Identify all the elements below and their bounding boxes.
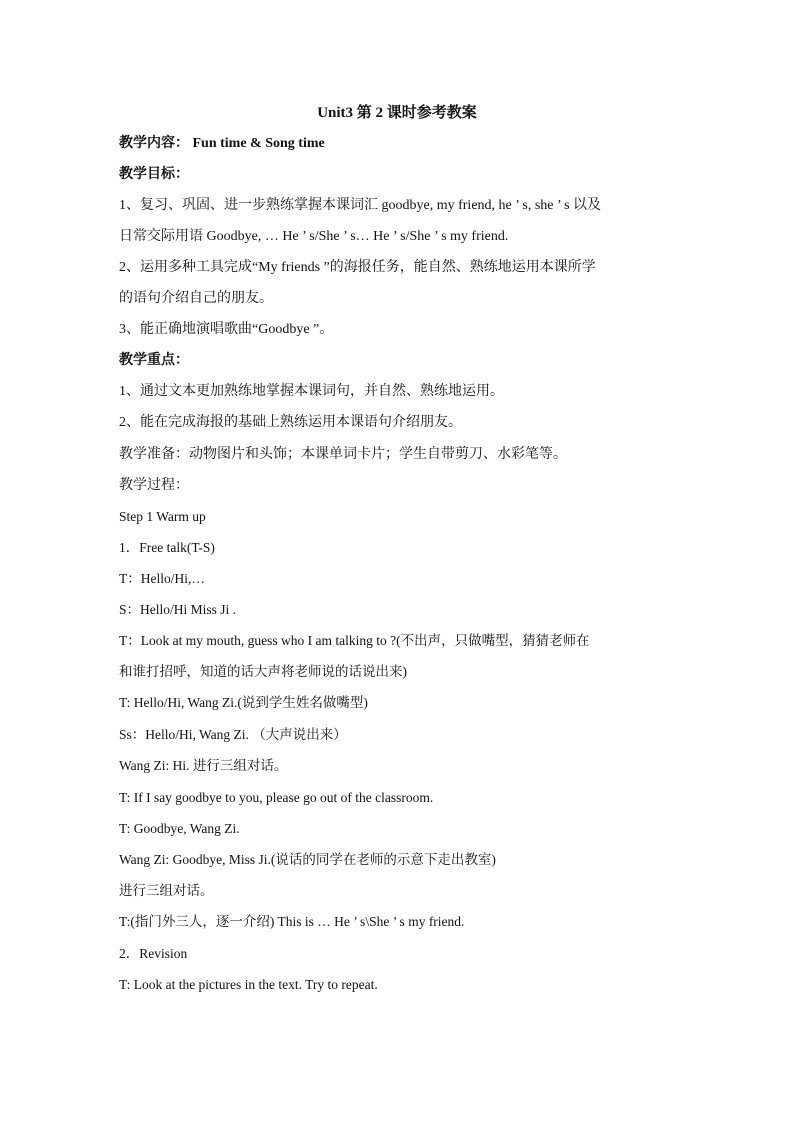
key-point-1: 1、通过文本更加熟练地掌握本课词句，并自然、熟练地运用。: [119, 384, 504, 399]
dialogue-line: S：Hello/Hi Miss Ji .: [119, 602, 237, 617]
key-point-2: 2、能在完成海报的基础上熟练运用本课语句介绍朋友。: [119, 415, 462, 430]
dialogue-line: T: Goodbye, Wang Zi.: [119, 821, 240, 836]
dialogue-line: Wang Zi: Goodbye, Miss Ji.(说话的同学在老师的示意下走出教室): [119, 852, 496, 867]
goal-2-line-2: 的语句介绍自己的朋友。: [119, 291, 273, 306]
teaching-content-line: 教学内容： Fun time & Song time: [119, 136, 325, 151]
teaching-goals-heading: 教学目标：: [119, 167, 189, 182]
free-talk-heading: 1．Free talk(T-S): [119, 540, 215, 555]
teaching-process-heading: 教学过程：: [119, 478, 189, 493]
dialogue-line: Wang Zi: Hi. 进行三组对话。: [119, 758, 288, 773]
dialogue-line: T：Look at my mouth, guess who I am talking to ?(不出声，只做嘴型，猜猜老师在: [119, 633, 590, 648]
page-title: Unit3 第 2 课时参考教案: [317, 105, 477, 121]
teaching-preparation-line: 教学准备：动物图片和头饰；本课单词卡片；学生自带剪刀、水彩笔等。: [119, 447, 567, 462]
goal-3-line: 3、能正确地演唱歌曲“Goodbye ”。: [119, 322, 334, 337]
dialogue-line: 和谁打招呼，知道的话大声将老师说的话说出来): [119, 664, 407, 679]
dialogue-line: T：Hello/Hi,…: [119, 571, 205, 586]
goal-1-line-1: 1、复习、巩固、进一步熟练掌握本课词汇 goodbye, my friend, he ’ s, she ’ s 以及: [119, 198, 602, 213]
dialogue-line: T:(指门外三人，逐一介绍) This is … He ’ s\She ’ s my friend.: [119, 914, 465, 929]
dialogue-line: T: If I say goodbye to you, please go out of the classroom.: [119, 790, 434, 805]
goal-2-line-1: 2、运用多种工具完成“My friends ”的海报任务，能自然、熟练地运用本课所学: [119, 260, 596, 275]
goal-1-line-2: 日常交际用语 Goodbye, … He ’ s/She ’ s… He ’ s/She ’ s my friend.: [119, 229, 509, 244]
dialogue-line: T: Hello/Hi, Wang Zi.(说到学生姓名做嘴型): [119, 695, 368, 710]
key-points-heading: 教学重点：: [119, 353, 189, 368]
revision-heading: 2．Revision: [119, 946, 188, 961]
dialogue-line: Ss：Hello/Hi, Wang Zi. （大声说出来）: [119, 727, 347, 742]
dialogue-line: T: Look at the pictures in the text. Try to repeat.: [119, 977, 378, 992]
dialogue-line: 进行三组对话。: [119, 883, 214, 898]
step-1-heading: Step 1 Warm up: [119, 509, 206, 524]
